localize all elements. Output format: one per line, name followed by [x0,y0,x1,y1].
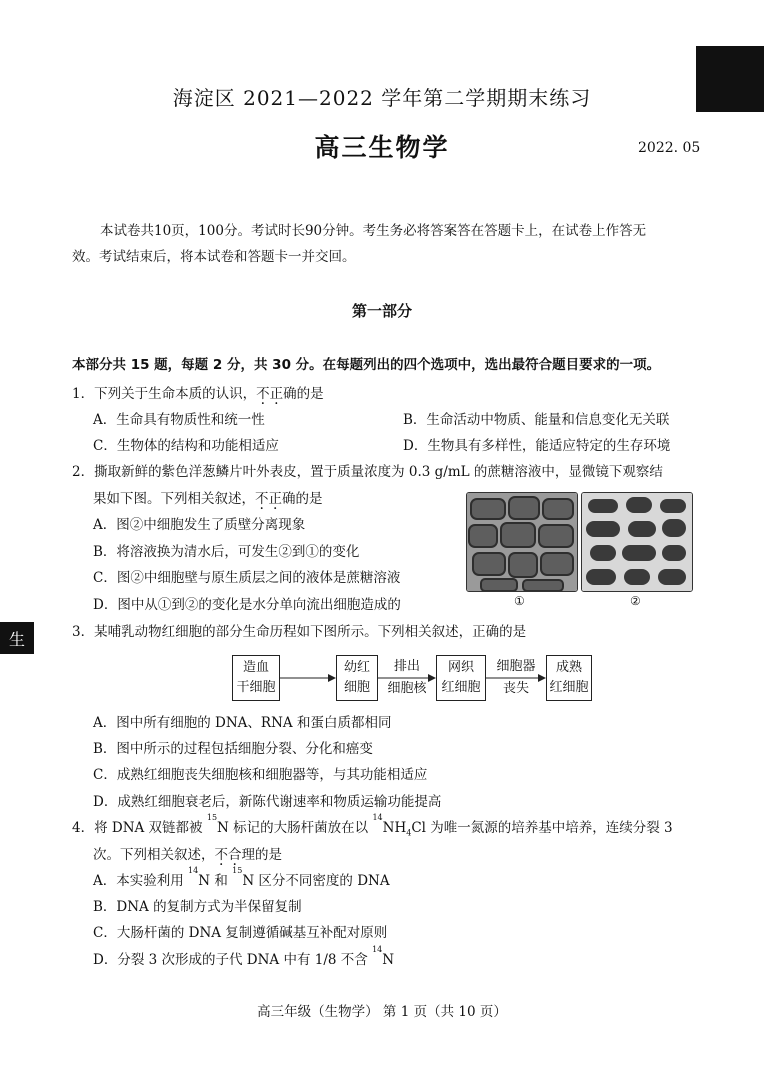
flow-box-label: 造血 [242,660,269,675]
flow-box-label: 红细胞 [441,680,481,695]
flow-box-label: 细胞 [343,680,370,695]
subject-title: 高三生物学 [314,133,450,162]
q2-option-b: B．将溶液换为清水后，可发生②到①的变化 [93,544,360,560]
q1-option-b: B．生命活动中物质、能量和信息变化无关联 [403,412,670,428]
q2-stem-text: 果如下图。下列相关叙述， [93,491,255,507]
isotope-superscript: 14 [372,813,383,822]
q2-option-d: D．图中从①到②的变化是水分单向流出细胞造成的 [93,597,401,613]
q4-emphasis: 合 [228,847,242,863]
flow-arrow-label-1: 排出 [393,659,420,674]
q2-emphasis: 正 [268,491,282,507]
isotope-superscript: 14 [372,945,383,954]
q4-option-text: N 和 [198,873,233,889]
isotope-superscript: 14 [188,866,199,875]
intro-line-1: 本试卷共10页，100分。考试时长90分钟。考生务必将答案答在答题卡上，在试卷上作答无 [100,223,647,239]
part-instruction: 本部分共 15 题，每题 2 分，共 30 分。在每题列出的四个选项中，选出最符合题目要求的一项。 [72,357,661,373]
q1-stem-text: 1．下列关于生命本质的认识， [72,386,257,402]
q4-emphasis: 不 [214,847,228,863]
q4-stem-line-2 [93,843,282,863]
q3-option-c: C．成熟红细胞丧失细胞核和细胞器等，与其功能相适应 [93,767,428,783]
q1-stem-text: 确的是 [283,386,324,402]
q3-option-a: A．图中所有细胞的 DNA、RNA 和蛋白质都相同 [93,715,392,731]
q2-option-c: C．图②中细胞壁与原生质层之间的液体是蔗糖溶液 [93,570,401,586]
q4-option-text: D．分裂 3 次形成的子代 DNA 中有 1/8 不含 [93,952,373,968]
q4-option-c: C．大肠杆菌的 DNA 复制遵循碱基互补配对原则 [93,925,388,941]
q4-option-a [93,866,390,889]
flow-arrow-label-2: 细胞核 [387,681,427,696]
q3-stem: 3．某哺乳动物红细胞的部分生命历程如下图所示。下列相关叙述，正确的是 [72,624,527,640]
micrograph-2 [581,492,693,592]
flow-box-label: 红细胞 [549,680,589,695]
exam-date: 2022. 05 [638,140,701,156]
side-subject-tab [0,622,34,654]
q3-option-d: D．成熟红细胞衰老后，新陈代谢速率和物质运输功能提高 [93,794,442,810]
q1-option-d: D．生物具有多样性，能适应特定的生存环境 [403,438,671,454]
q4-stem-line-1 [72,813,673,838]
isotope-superscript: 15 [206,813,218,822]
q4-stem-text: Cl 为唯一氮源的培养基中培养，连续分裂 3 [411,820,673,836]
flow-arrow-label-3: 细胞器 [496,659,536,674]
exam-title: 海淀区 2021—2022 学年第二学期期末练习 [172,86,592,110]
part-title: 第一部分 [351,302,412,320]
q4-option-text: A．本实验利用 [93,873,189,889]
q2-stem-line-2 [93,487,323,507]
q3-flow-diagram [232,655,592,703]
flow-box-label: 成熟 [555,660,582,675]
micrograph-1-label: ① [514,594,525,608]
q4-option-text: N 区分不同密度的 DNA [242,873,390,889]
q1-emphasis: 不 [256,386,270,402]
micrograph-2-label: ② [630,594,641,608]
intro-line-2: 效。考试结束后，将本试卷和答题卡一并交回。 [72,249,356,265]
side-tab-label: 生 [8,629,25,649]
flow-arrow-label-4: 丧失 [502,681,529,696]
micrograph-1 [466,492,578,592]
q4-option-d [93,945,395,968]
q2-option-a: A．图②中细胞发生了质壁分离现象 [93,517,306,533]
page-footer: 高三年级（生物学） 第 1 页（共 10 页） [257,1004,507,1020]
flow-box-label: 干细胞 [236,680,276,695]
q1-option-c: C．生物体的结构和功能相适应 [93,438,279,454]
q2-emphasis: 不 [255,491,269,507]
flow-box-label: 网织 [447,660,474,675]
q1-emphasis: 正 [269,386,284,402]
q4-option-b: B．DNA 的复制方式为半保留复制 [93,899,302,915]
q4-stem-text: 4．将 DNA 双链都被 [72,820,207,836]
q4-stem-text: 次。下列相关叙述， [93,847,215,863]
flow-box-label: 幼红 [343,660,370,675]
isotope-superscript: 15 [232,866,243,875]
subscript: 4 [406,828,412,838]
q2-stem-line-1: 2．撕取新鲜的紫色洋葱鳞片叶外表皮，置于质量浓度为 0.3 g/mL 的蔗糖溶液中，显微镜下观察结 [72,464,663,480]
q2-stem-text: 确的是 [282,491,323,507]
q4-stem-text: N 标记的大肠杆菌放在以 [217,820,373,836]
intro-paragraph [72,218,696,270]
q1-stem [72,382,324,402]
q4-option-text: N [382,952,395,968]
q4-stem-text: 理的是 [241,847,282,863]
q1-option-a: A．生命具有物质性和统一性 [93,412,265,428]
q4-stem-text: NH [382,820,407,836]
q3-option-b: B．图中所示的过程包括细胞分裂、分化和癌变 [93,741,373,757]
